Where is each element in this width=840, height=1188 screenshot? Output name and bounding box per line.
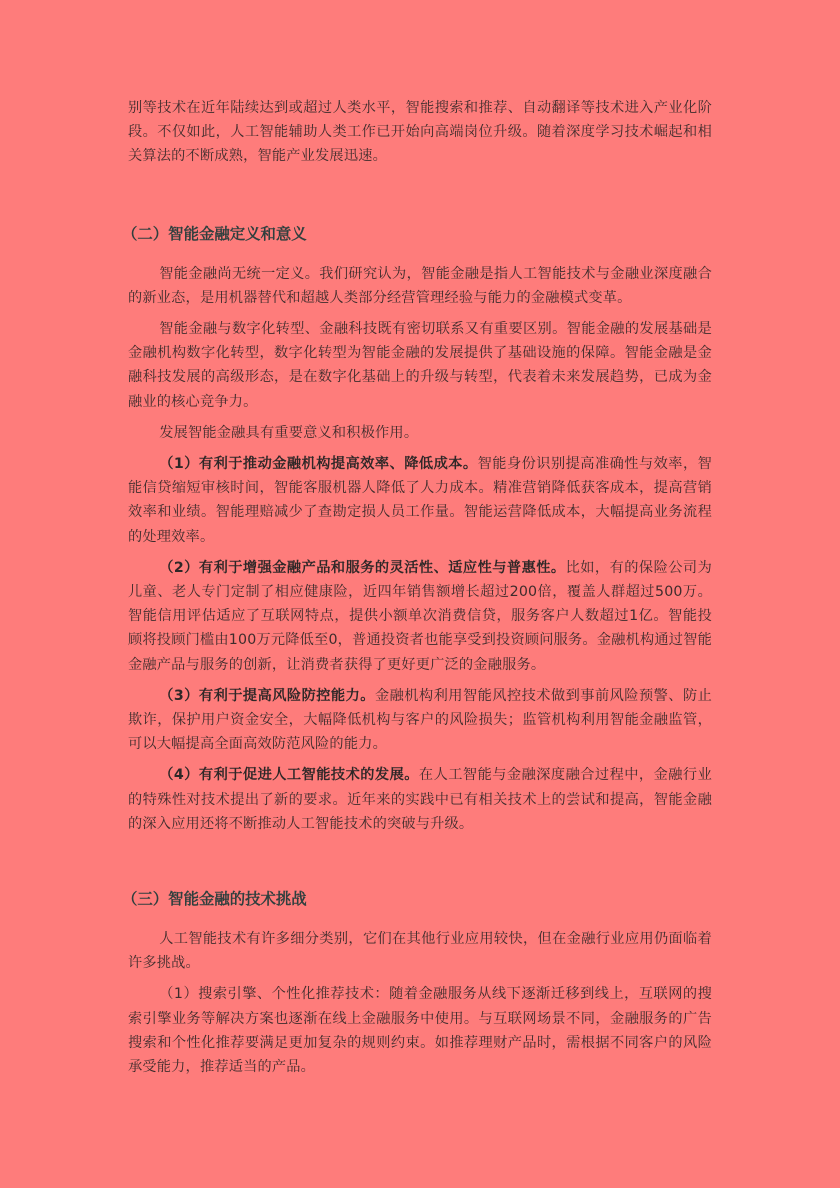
benefit-item-3	[128, 684, 712, 757]
distinction-paragraph: 智能金融与数字化转型、金融科技既有密切联系又有重要区别。智能金融的发展基础是金融机构数字化转型，数字化转型为智能金融的发展提供了基础设施的保障。智能金融是金融科技发展的高级形态，是在数字化基础上的升级与转型，代表着未来发展趋势，已成为金融业的核心竞争力。	[128, 321, 712, 410]
section-heading-challenges: （三）智能金融的技术挑战	[122, 890, 307, 909]
benefit-item-4-title: （4）有利于促进人工智能技术的发展。	[159, 767, 419, 784]
benefit-item-2-body: 比如，有的保险公司为儿童、老人专门定制了相应健康险，近四年销售额增长超过200倍，覆盖人群超过500万。智能信用评估适应了互联网特点，提供小额单次消费信贷，服务客户人数超过1亿。智能投顾将投顾门槛由100万元降低至0，普通投资者也能享受到投资顾问服务。金融机构通过智能金融产品与服务的创新，让消费者获得了更好更广泛的金融服务。	[128, 559, 712, 673]
section-heading-definition: （二）智能金融定义和意义	[122, 224, 307, 243]
benefit-item-2-title: （2）有利于增强金融产品和服务的灵活性、适应性与普惠性。	[159, 559, 566, 576]
benefit-item-1-body: 智能身份识别提高准确性与效率，智能信贷缩短审核时间，智能客服机器人降低了人力成本。精准营销降低获客成本，提高营销效率和业绩。智能理赔减少了查勘定损人员工作量。智能运营降低成本，大幅提高业务流程的处理效率。	[128, 456, 713, 545]
challenge-item-1: （1）搜索引擎、个性化推荐技术：随着金融服务从线下逐渐迁移到线上，互联网的搜索引擎业务等解决方案也逐渐在线上金融服务中使用。与互联网场景不同，金融服务的广告搜索和个性化推荐要满足更加复杂的规则约束。如推荐理财产品时，需根据不同客户的风险承受能力，推荐适当的产品。	[128, 986, 712, 1076]
significance-intro-paragraph: 发展智能金融具有重要意义和积极作用。	[159, 424, 419, 441]
benefit-item-3-body: 金融机构利用智能风控技术做到事前风险预警、防止欺诈，保护用户资金安全，大幅降低机构与客户的风险损失；监管机构利用智能金融监管，可以大幅提高全面高效防范风险的能力。	[128, 687, 713, 753]
benefit-item-3-title: （3）有利于提高风险防控能力。	[159, 687, 375, 704]
benefit-item-1-title: （1）有利于推动金融机构提高效率、降低成本。	[159, 456, 478, 473]
benefit-item-4	[128, 763, 712, 836]
benefit-item-4-body: 在人工智能与金融深度融合过程中，金融行业的特殊性对技术提出了新的要求。近年来的实践中已有相关技术上的尝试和提高，智能金融的深入应用还将不断推动人工智能技术的突破与升级。	[128, 767, 712, 832]
challenges-intro-paragraph: 人工智能技术有许多细分类别，它们在其他行业应用较快，但在金融行业应用仍面临着许多挑战。	[128, 931, 712, 972]
benefit-item-2	[128, 556, 712, 677]
benefit-item-1	[128, 452, 712, 549]
definition-paragraph: 智能金融尚无统一定义。我们研究认为，智能金融是指人工智能技术与金融业深度融合的新业态，是用机器替代和超越人类部分经营管理经验与能力的金融模式变革。	[128, 265, 712, 306]
intro-paragraph: 别等技术在近年陆续达到或超过人类水平，智能搜索和推荐、自动翻译等技术进入产业化阶段。不仅如此，人工智能辅助人类工作已开始向高端岗位升级。随着深度学习技术崛起和相关算法的不断成熟，智能产业发展迅速。	[128, 100, 712, 165]
